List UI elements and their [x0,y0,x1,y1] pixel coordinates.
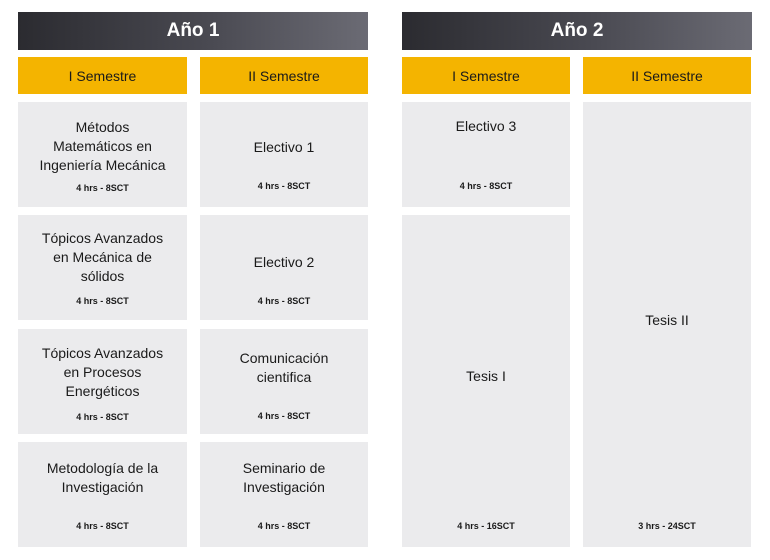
year-1-header [18,12,368,50]
course-hours: 4 hrs - 8SCT [257,521,311,531]
course-name: Electivo 2 [253,254,315,270]
course-hours: 4 hrs - 16SCT [457,521,515,531]
course-name: Metodología de la Investigación [46,460,159,495]
course-card [402,102,570,207]
course-card [18,102,187,207]
semester-header-y2-s1 [402,57,570,94]
course-card [200,215,368,320]
course-card [18,442,187,547]
course-card [402,215,570,547]
course-hours: 4 hrs - 8SCT [459,181,513,191]
course-hours: 4 hrs - 8SCT [257,181,311,191]
course-hours: 4 hrs - 8SCT [257,296,311,306]
course-name: Seminario de Investigación [242,460,326,495]
course-card [200,102,368,207]
course-name: Tópicos Avanzados en Mecánica de sólidos [41,230,164,284]
course-name: Electivo 1 [253,139,315,155]
semester-label: I Semestre [452,67,520,84]
course-name: Comunicación cientifica [239,350,329,385]
course-name: Métodos Matemáticos en Ingeniería Mecánica [39,119,166,173]
semester-label: II Semestre [631,67,703,84]
course-hours: 4 hrs - 8SCT [76,296,129,306]
course-hours: 4 hrs - 8SCT [257,411,311,421]
semester-header-y1-s1 [18,57,187,94]
semester-label: II Semestre [248,67,320,84]
course-hours: 4 hrs - 8SCT [76,412,129,422]
course-card [18,329,187,434]
course-hours: 3 hrs - 24SCT [638,521,696,531]
year-2-header [402,12,752,50]
semester-label: I Semestre [68,67,137,84]
course-name: Electivo 3 [455,118,517,134]
course-hours: 4 hrs - 8SCT [76,521,129,531]
course-card [200,442,368,547]
course-hours: 4 hrs - 8SCT [76,183,129,193]
semester-header-y2-s2 [583,57,751,94]
course-card [18,215,187,320]
course-card [200,329,368,434]
course-name: Tesis II [645,312,689,328]
course-name: Tópicos Avanzados en Procesos Energéticos [41,345,164,399]
year-2-label: Año 2 [550,20,604,41]
year-1-label: Año 1 [166,20,220,41]
course-name: Tesis I [466,368,506,384]
semester-header-y1-s2 [200,57,368,94]
course-card [583,102,751,547]
